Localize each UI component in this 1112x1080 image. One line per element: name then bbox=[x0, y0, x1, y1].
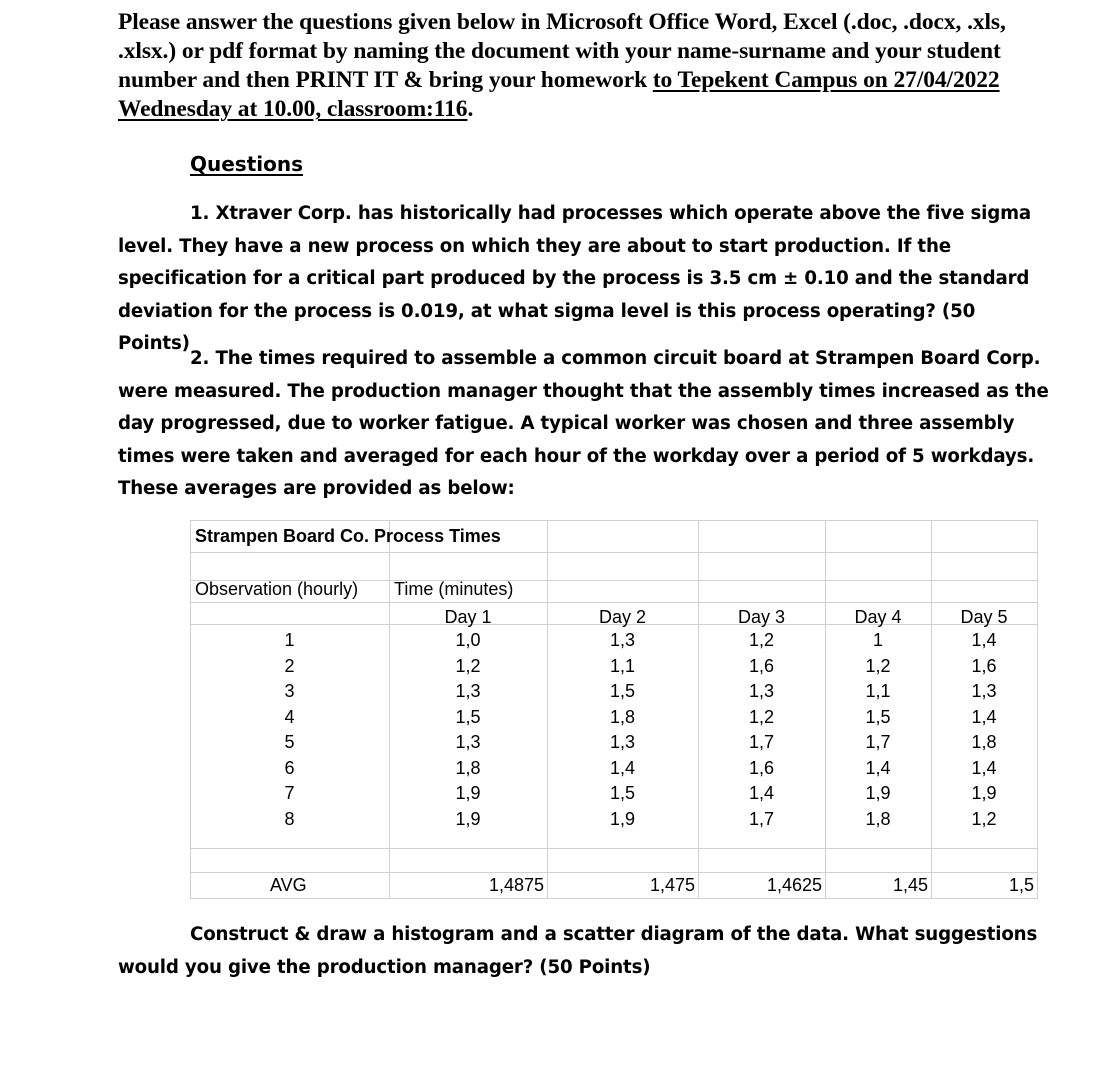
time-cell-day-1: 1,2 bbox=[455, 655, 481, 676]
time-cell-day-3: 1,6 bbox=[748, 655, 775, 676]
time-cell-day-1: 1,3 bbox=[455, 732, 481, 752]
observation-number: 5 bbox=[284, 732, 295, 752]
avg-day-3: 1,4625 bbox=[766, 875, 822, 895]
avg-day-2: 1,475 bbox=[649, 875, 695, 895]
time-cell-day-5: 1,3 bbox=[971, 681, 997, 701]
time-cell-day-2: 1,3 bbox=[609, 732, 636, 752]
avg-label: AVG bbox=[270, 875, 307, 895]
instructions-deadline: to Tepekent Campus on 27/04/2022 Wednesday at 10.00, classroom:116 bbox=[118, 67, 1000, 122]
header-observation: Observation (hourly) bbox=[195, 579, 359, 599]
time-cell-day-3: 1,2 bbox=[748, 630, 775, 650]
time-cell-day-5: 1,4 bbox=[971, 757, 997, 778]
time-cell-day-2: 1,1 bbox=[609, 655, 636, 676]
time-cell-day-2: 1,9 bbox=[609, 808, 636, 829]
observation-number: 8 bbox=[284, 808, 295, 829]
time-cell-day-1: 1,9 bbox=[455, 808, 481, 829]
instructions-end: . bbox=[467, 96, 474, 122]
time-cell-day-4: 1,7 bbox=[865, 732, 891, 752]
time-cell-day-4: 1 bbox=[872, 630, 883, 650]
time-cell-day-1: 1,0 bbox=[455, 630, 481, 650]
time-cell-day-4: 1,1 bbox=[865, 681, 891, 701]
time-cell-day-1: 1,5 bbox=[455, 706, 481, 727]
time-cell-day-4: 1,4 bbox=[865, 757, 891, 778]
time-cell-day-5: 1,6 bbox=[971, 655, 997, 676]
time-cell-day-2: 1,4 bbox=[609, 757, 636, 778]
header-day-4: Day 4 bbox=[854, 607, 902, 627]
observation-number: 4 bbox=[284, 706, 295, 727]
time-cell-day-3: 1,3 bbox=[748, 681, 775, 701]
time-cell-day-5: 1,4 bbox=[971, 630, 997, 650]
header-time: Time (minutes) bbox=[394, 579, 514, 599]
time-cell-day-2: 1,3 bbox=[609, 630, 636, 650]
time-cell-day-5: 1,4 bbox=[971, 706, 997, 727]
time-cell-day-3: 1,4 bbox=[748, 783, 775, 803]
instructions-text: Please answer the questions given below in Microsoft Office Word, Excel (.doc, .docx, .xls, .xlsx.) or pdf format by naming the document with your name-surname and your student number and then PRINT IT & bring your homework bbox=[118, 9, 1006, 93]
avg-day-5: 1,5 bbox=[1008, 875, 1034, 895]
time-cell-day-4: 1,8 bbox=[865, 808, 891, 829]
time-cell-day-4: 1,2 bbox=[865, 655, 891, 676]
header-day-2: Day 2 bbox=[598, 607, 647, 627]
time-cell-day-5: 1,9 bbox=[971, 783, 997, 803]
time-cell-day-5: 1,2 bbox=[971, 808, 997, 829]
time-cell-day-3: 1,2 bbox=[748, 706, 775, 727]
time-cell-day-2: 1,5 bbox=[609, 783, 636, 803]
header-day-1: Day 1 bbox=[444, 607, 492, 627]
question-1: 1. Xtraver Corp. has historically had processes which operate above the five sigma level. They have a new process on which they are about to start production. If the specification for a critical part produced by the process is 3.5 cm ± 0.10 and the standard deviation for the process is 0.019, at what sigma level is this process operating? (50 Points) bbox=[118, 203, 1032, 354]
header-day-5: Day 5 bbox=[960, 607, 1008, 627]
avg-day-1: 1,4875 bbox=[488, 875, 544, 895]
table-title: Strampen Board Co. Process Times bbox=[195, 526, 501, 546]
question-2-followup: Construct & draw a histogram and a scatter diagram of the data. What suggestions would you give the production manager? (50 Points) bbox=[118, 924, 1038, 978]
instructions-paragraph bbox=[118, 8, 1053, 124]
time-cell-day-3: 1,7 bbox=[748, 808, 775, 829]
avg-day-4: 1,45 bbox=[892, 875, 928, 895]
header-day-3: Day 3 bbox=[737, 607, 786, 627]
time-cell-day-4: 1,5 bbox=[865, 706, 891, 727]
observation-number: 1 bbox=[284, 630, 295, 650]
time-cell-day-4: 1,9 bbox=[865, 783, 891, 803]
observation-number: 6 bbox=[284, 757, 295, 778]
question-2: 2. The times required to assemble a common circuit board at Strampen Board Corp. were measured. The production manager thought that the assembly times increased as the day progressed, due to worker fatigue. A typical worker was chosen and three assembly times were taken and averaged for each hour of the workday over a period of 5 workdays. These averages are provided as below: bbox=[118, 348, 1049, 499]
time-cell-day-3: 1,7 bbox=[748, 732, 775, 752]
time-cell-day-3: 1,6 bbox=[748, 757, 775, 778]
time-cell-day-1: 1,8 bbox=[455, 757, 481, 778]
time-cell-day-2: 1,5 bbox=[609, 681, 636, 701]
questions-heading: Questions bbox=[190, 152, 304, 176]
process-times-table bbox=[190, 520, 1038, 899]
observation-number: 3 bbox=[284, 681, 295, 701]
observation-number: 7 bbox=[284, 783, 295, 803]
time-cell-day-1: 1,9 bbox=[455, 783, 481, 803]
observation-number: 2 bbox=[284, 655, 295, 676]
time-cell-day-2: 1,8 bbox=[609, 706, 636, 727]
time-cell-day-5: 1,8 bbox=[971, 732, 997, 752]
time-cell-day-1: 1,3 bbox=[455, 681, 481, 701]
